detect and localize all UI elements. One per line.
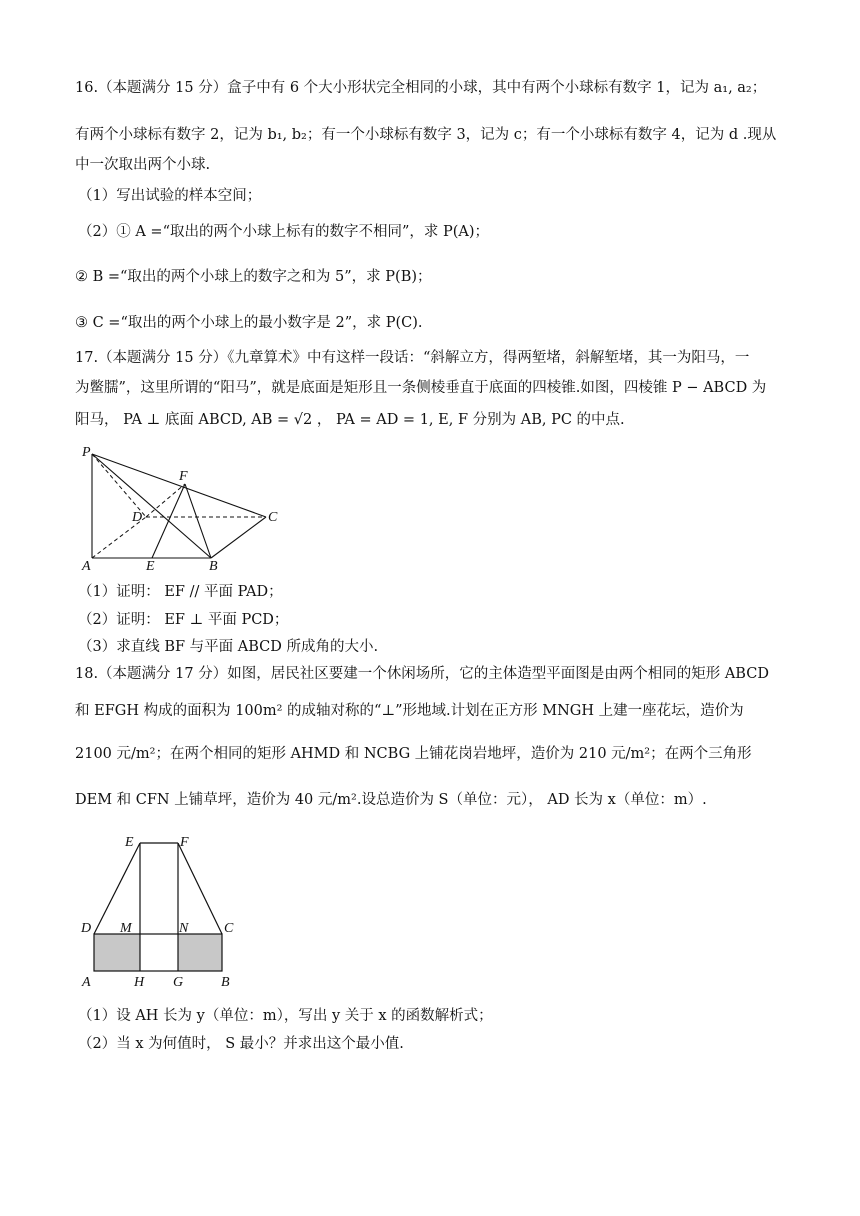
q17-part-1: （1）证明： EF // 平面 PAD； xyxy=(78,584,283,600)
label-C: C xyxy=(224,921,234,936)
q16-line-3: 中一次取出两个小球. xyxy=(75,157,211,173)
q18-line-2: 和 EFGH 构成的面积为 100m² 的成轴对称的“⊥”形地域.计划在正方形 MNGH 上建一座花坛，造价为 xyxy=(75,703,744,719)
q17-line-1: 17.（本题满分 15 分）《九章算术》中有这样一段话：“斜解立方，得两堑堵，斜解堑堵，其一为阳马，一 xyxy=(75,350,750,366)
q18-line-3: 2100 元/m²；在两个相同的矩形 AHMD 和 NCBG 上铺花岗岩地坪，造价为 210 元/m²；在两个三角形 xyxy=(75,746,752,762)
label-G: G xyxy=(173,975,184,990)
q17-line-2: 为鳖臑”，这里所谓的“阳马”，就是底面是矩形且一条侧棱垂直于底面的四棱锥.如图，四棱锥 P − ABCD 为 xyxy=(75,380,767,396)
q16-line-1: 16.（本题满分 15 分）盒子中有 6 个大小形状完全相同的小球，其中有两个小球标有数字 1，记为 a₁, a₂； xyxy=(75,80,767,96)
label-C: C xyxy=(268,510,278,525)
label-A: A xyxy=(82,559,91,574)
q16-part-1: （1）写出试验的样本空间； xyxy=(78,188,262,204)
label-H: H xyxy=(134,975,145,990)
q18-part-1: （1）设 AH 长为 y（单位：m），写出 y 关于 x 的函数解析式； xyxy=(78,1008,493,1024)
q18-plan-figure xyxy=(78,826,248,996)
q16-line-2: 有两个小球标有数字 2，记为 b₁, b₂；有一个小球标有数字 3，记为 c；有一个小球标有数字 4，记为 d .现从 xyxy=(75,127,777,143)
label-B: B xyxy=(221,975,230,990)
label-D: D xyxy=(81,921,92,936)
label-B: B xyxy=(209,559,218,574)
q17-line-3: 阳马， PA ⊥ 底面 ABCD, AB = √2 ， PA = AD = 1, E, F 分别为 AB, PC 的中点. xyxy=(75,412,625,428)
label-D: D xyxy=(132,510,143,525)
q18-line-1: 18.（本题满分 17 分）如图，居民社区要建一个休闲场所，它的主体造型平面图是由两个相同的矩形 ABCD xyxy=(75,666,769,682)
q18-line-4: DEM 和 CFN 上铺草坪，造价为 40 元/m².设总造价为 S（单位：元）， AD 长为 x（单位：m）. xyxy=(75,792,707,808)
q16-part-2b: ② B =“取出的两个小球上的数字之和为 5”，求 P(B)； xyxy=(75,269,432,285)
q16-part-2c: ③ C =“取出的两个小球上的最小数字是 2”，求 P(C). xyxy=(75,315,423,331)
label-E: E xyxy=(146,559,155,574)
label-A: A xyxy=(82,975,91,990)
label-M: M xyxy=(120,921,132,936)
label-E: E xyxy=(125,835,134,850)
q18-part-2: （2）当 x 为何值时， S 最小？并求出这个最小值. xyxy=(78,1036,404,1052)
q17-part-2: （2）证明： EF ⊥ 平面 PCD； xyxy=(78,612,289,628)
label-N: N xyxy=(179,921,189,936)
label-F: F xyxy=(179,469,188,484)
q17-part-3: （3）求直线 BF 与平面 ABCD 所成角的大小. xyxy=(78,639,379,655)
q16-part-2: （2）① A =“取出的两个小球上标有的数字不相同”，求 P(A)； xyxy=(78,224,490,240)
q17-pyramid-figure xyxy=(78,442,298,576)
label-F: F xyxy=(180,835,189,850)
label-P: P xyxy=(82,445,91,460)
